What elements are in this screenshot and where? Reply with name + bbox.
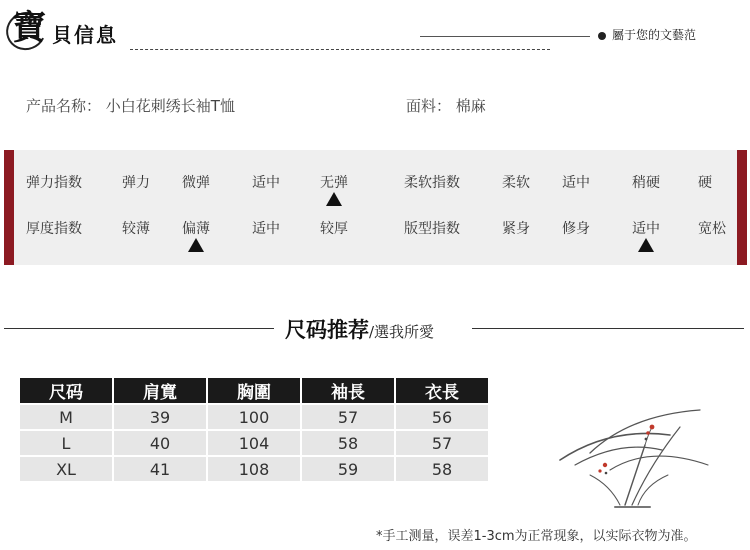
size-table-cell: 104 [208,431,300,455]
index-option: 柔软 [502,175,530,191]
index-option: 适中 [632,221,660,237]
index-option: 紧身 [502,221,530,237]
size-table-cell: 100 [208,405,300,429]
header-tagline: 屬于您的文藝范 [612,28,697,42]
section-divider-left [4,328,274,329]
section-divider-right [472,328,744,329]
index-label: 版型指数 [404,221,460,237]
index-option: 修身 [562,221,590,237]
size-table-body [20,405,488,481]
index-option: 宽松 [698,221,726,237]
measurement-footnote: *手工测量，误差1-3cm为正常现象，以实际衣物为准。 [376,529,697,544]
index-option: 较薄 [122,221,150,237]
selected-marker-triangle-icon [188,238,204,252]
size-table-header [20,378,488,403]
size-table [18,376,490,483]
size-table-cell: M [20,405,112,429]
size-table-cell: 39 [114,405,206,429]
size-table-cell: XL [20,457,112,481]
index-option: 偏薄 [182,221,210,237]
size-table-cell: 108 [208,457,300,481]
orchid-illustration [550,405,730,515]
size-table-cell: 58 [302,431,394,455]
index-option: 较厚 [320,221,348,237]
selected-marker-triangle-icon [638,238,654,252]
accent-bar-left [4,150,14,265]
selected-marker-triangle-icon [326,192,342,206]
table-row [20,431,488,455]
index-option: 稍硬 [632,175,660,191]
seal-emblem [6,6,50,50]
product-name-value: 小白花刺绣长袖T恤 [105,97,235,115]
header-title-text: 貝信息 [52,23,118,47]
index-label: 柔软指数 [404,175,460,191]
size-section-title: 尺码推荐 [285,317,369,342]
index-option: 无弹 [320,175,348,191]
material-row: 面料： 棉麻 [406,97,486,115]
index-option: 微弹 [182,175,210,191]
size-table-header-cell: 胸圍 [208,378,300,403]
seal-character: 寶 [12,8,46,48]
accent-bar-right [737,150,747,265]
material-label: 面料 [406,97,437,115]
index-option: 适中 [252,221,280,237]
size-table-cell: 59 [302,457,394,481]
index-option: 适中 [252,175,280,191]
index-option: 适中 [562,175,590,191]
table-row [20,405,488,429]
size-table-cell: 57 [396,431,488,455]
size-section-subtitle: /選我所愛 [369,323,435,341]
header-title [6,6,118,50]
size-table-header-cell: 袖長 [302,378,394,403]
size-section-heading [285,314,434,344]
size-table-cell: 40 [114,431,206,455]
index-option: 弹力 [122,175,150,191]
size-table-header-cell: 尺码 [20,378,112,403]
header-divider [130,49,550,50]
table-row [20,457,488,481]
size-table-cell: 41 [114,457,206,481]
product-name-label: 产品名称 [26,97,87,115]
index-label: 弹力指数 [26,175,82,191]
bullet-dot-icon [598,32,606,40]
size-table-cell: 58 [396,457,488,481]
material-value: 棉麻 [455,97,486,115]
size-table-header-cell: 肩寬 [114,378,206,403]
indices-panel [4,150,747,265]
index-option: 硬 [698,175,712,191]
product-name-row: 产品名称： 小白花刺绣长袖T恤 [26,97,235,115]
index-label: 厚度指数 [26,221,82,237]
size-table-header-cell: 衣長 [396,378,488,403]
size-table-cell: 57 [302,405,394,429]
size-table-cell: 56 [396,405,488,429]
header-tag-line [420,36,590,37]
size-table-cell: L [20,431,112,455]
